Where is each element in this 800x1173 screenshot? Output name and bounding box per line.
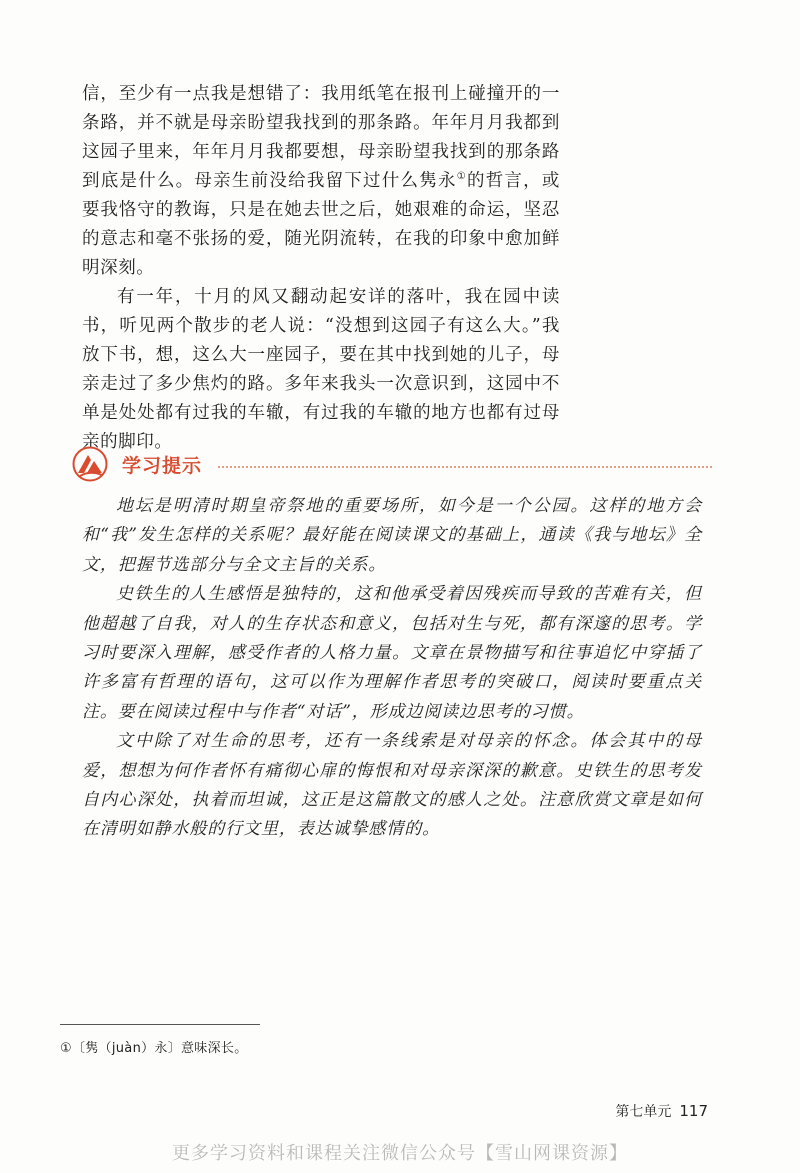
study-tips-header	[72, 444, 712, 484]
unit-label: 第七单元	[615, 1104, 672, 1120]
footnote: ①〔隽（juàn）永〕意味深长。	[60, 1041, 248, 1056]
study-tip-paragraph: 史铁生的人生感悟是独特的，这和他承受着因残疾而导致的苦难有关，但他超越了自我，对人的生存状态和意义，包括对生与死，都有深邃的思考。学习时要深入理解，感受作者的人格力量。文章在景物描写和往事追忆中穿插了许多富有哲理的语句，这可以作为理解作者思考的突破口，阅读时要重点关注。要在阅读过程中与作者“对话”，形成边阅读边思考的习惯。	[82, 584, 702, 722]
main-text	[82, 80, 560, 457]
paragraph-2: 有一年，十月的风又翻动起安详的落叶，我在园中读书，听见两个散步的老人说：“没想到这园子有这么大。”我放下书，想，这么大一座园子，要在其中找到她的儿子，母亲走过了多少焦灼的路。多年来我头一次意识到，这园中不单是处处都有过我的车辙，有过我的车辙的地方也都有过母亲的脚印。	[82, 287, 560, 452]
paragraph-1-text: 信，至少有一点我是想错了：我用纸笔在报刊上碰撞开的一条路，并不就是母亲盼望我找到的那条路。年年月月我都到这园子里来，年年月月我都要想，母亲盼望我找到的那条路到底是什么。母亲生前没给我留下过什么隽永	[82, 84, 560, 191]
paragraph-1-end: 的哲言，或要我恪守的教诲，只是在她去世之后，她艰难的命运，坚忍的意志和毫不张扬的爱，随光阴流转，在我的印象中愈加鲜明深刻。	[82, 171, 561, 278]
study-tip-paragraph: 地坛是明清时期皇帝祭地的重要场所，如今是一个公园。这样的地方会和“我”发生怎样的关系呢？最好能在阅读课文的基础上，通读《我与地坛》全文，把握节选部分与全文主旨的关系。	[82, 496, 702, 575]
page-footer	[615, 1101, 708, 1121]
study-tips-title: 学习提示	[122, 454, 203, 477]
study-tip-paragraph: 文中除了对生命的思考，还有一条线索是对母亲的怀念。体会其中的母爱，想想为何作者怀有痛彻心扉的悔恨和对母亲深深的歉意。史铁生的思考发自内心深处，执着而坦诚，这正是这篇散文的感人之处。注意欣赏文章是如何在清明如静水般的行文里，表达诚挚感情的。	[82, 731, 702, 840]
page-number: 117	[679, 1102, 708, 1120]
study-tips-icon	[72, 446, 108, 482]
study-tips-body	[82, 492, 702, 845]
footnote-divider	[60, 1024, 260, 1025]
paragraph-1	[82, 80, 560, 283]
footnote-marker[interactable]: ①	[456, 171, 467, 183]
watermark: 更多学习资料和课程关注微信公众号【雪山网课资源】	[172, 1143, 628, 1164]
dotted-divider	[218, 466, 712, 468]
